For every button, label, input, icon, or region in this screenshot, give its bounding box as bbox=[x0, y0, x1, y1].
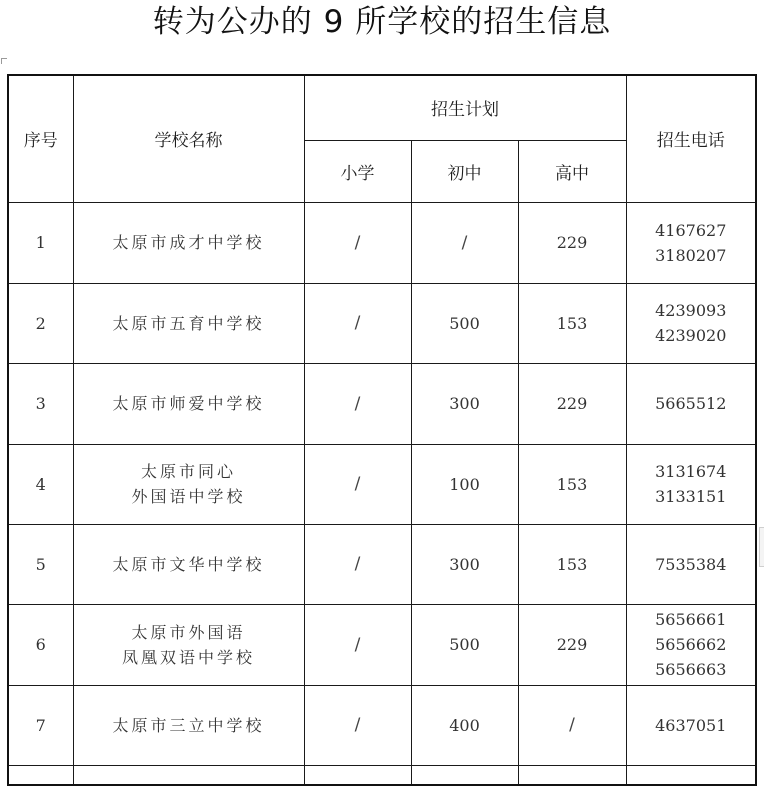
empty-cell bbox=[304, 765, 411, 785]
table-row bbox=[8, 363, 756, 444]
junior-plan: 500 bbox=[411, 283, 518, 363]
school-name bbox=[73, 524, 304, 604]
phone-number: 5656663 bbox=[655, 660, 727, 679]
school-name-line: 外国语中学校 bbox=[131, 487, 246, 506]
phone-number: 3180207 bbox=[655, 245, 727, 265]
header-primary: 小学 bbox=[304, 140, 411, 202]
school-name bbox=[73, 685, 304, 765]
school-name-line: 太原市师爱中学校 bbox=[112, 394, 265, 413]
school-name bbox=[73, 604, 304, 685]
school-name-line: 太原市三立中学校 bbox=[112, 715, 265, 735]
junior-plan: 500 bbox=[411, 604, 518, 685]
school-name bbox=[73, 363, 304, 444]
row-seq: 2 bbox=[8, 283, 73, 363]
primary-plan: / bbox=[304, 283, 411, 363]
senior-plan: 153 bbox=[518, 444, 626, 524]
row-seq: 4 bbox=[8, 444, 73, 524]
empty-cell bbox=[411, 765, 518, 785]
junior-plan: / bbox=[411, 202, 518, 283]
header-junior: 初中 bbox=[411, 140, 518, 202]
primary-plan: / bbox=[304, 685, 411, 765]
phone-number: 5665512 bbox=[655, 394, 727, 413]
phone-number: 3133151 bbox=[655, 487, 727, 506]
enrollment-phone bbox=[626, 283, 756, 363]
primary-plan: / bbox=[304, 202, 411, 283]
junior-plan: 300 bbox=[411, 363, 518, 444]
header-phone: 招生电话 bbox=[626, 75, 756, 202]
primary-plan: / bbox=[304, 363, 411, 444]
table-row bbox=[8, 685, 756, 765]
phone-number: 5656662 bbox=[655, 635, 727, 654]
table-row bbox=[8, 202, 756, 283]
senior-plan: 153 bbox=[518, 524, 626, 604]
empty-cell bbox=[73, 765, 304, 785]
table-row-partial bbox=[8, 765, 756, 785]
row-seq: 6 bbox=[8, 604, 73, 685]
enrollment-phone bbox=[626, 685, 756, 765]
header-senior: 高中 bbox=[518, 140, 626, 202]
phone-number: 4239093 bbox=[655, 301, 727, 320]
phone-number: 5656661 bbox=[655, 610, 727, 629]
table-row bbox=[8, 524, 756, 604]
empty-cell bbox=[626, 765, 756, 785]
enrollment-phone bbox=[626, 604, 756, 685]
school-name-line: 太原市外国语 bbox=[131, 622, 246, 642]
primary-plan: / bbox=[304, 524, 411, 604]
empty-cell bbox=[518, 765, 626, 785]
senior-plan: 229 bbox=[518, 604, 626, 685]
primary-plan: / bbox=[304, 604, 411, 685]
page-title: 转为公办的 9 所学校的招生信息 bbox=[152, 4, 612, 40]
header-school-name: 学校名称 bbox=[73, 75, 304, 202]
school-name-line: 太原市同心 bbox=[140, 462, 236, 481]
phone-number: 4167627 bbox=[655, 220, 727, 240]
header-row-1 bbox=[8, 75, 756, 140]
header-seq: 序号 bbox=[8, 75, 73, 202]
school-name bbox=[73, 283, 304, 363]
row-seq: 5 bbox=[8, 524, 73, 604]
text-boundary-mark bbox=[1, 58, 7, 64]
table-row bbox=[8, 283, 756, 363]
senior-plan: 153 bbox=[518, 283, 626, 363]
school-name bbox=[73, 202, 304, 283]
school-name-line: 凤凰双语中学校 bbox=[121, 647, 255, 667]
enrollment-phone bbox=[626, 444, 756, 524]
senior-plan: 229 bbox=[518, 202, 626, 283]
table-body bbox=[8, 75, 756, 785]
school-name bbox=[73, 444, 304, 524]
primary-plan: / bbox=[304, 444, 411, 524]
school-name-line: 太原市文华中学校 bbox=[112, 554, 265, 574]
junior-plan: 400 bbox=[411, 685, 518, 765]
enrollment-table bbox=[7, 74, 757, 786]
school-name-line: 太原市五育中学校 bbox=[112, 313, 265, 333]
junior-plan: 300 bbox=[411, 524, 518, 604]
enrollment-phone bbox=[626, 524, 756, 604]
senior-plan: / bbox=[518, 685, 626, 765]
row-seq: 7 bbox=[8, 685, 73, 765]
enrollment-phone bbox=[626, 202, 756, 283]
junior-plan: 100 bbox=[411, 444, 518, 524]
row-seq: 1 bbox=[8, 202, 73, 283]
phone-number: 4637051 bbox=[655, 715, 727, 735]
header-enrollment-plan: 招生计划 bbox=[304, 75, 626, 140]
row-seq: 3 bbox=[8, 363, 73, 444]
phone-number: 4239020 bbox=[655, 326, 727, 345]
scroll-handle[interactable] bbox=[759, 527, 764, 567]
table-row bbox=[8, 444, 756, 524]
table-row bbox=[8, 604, 756, 685]
senior-plan: 229 bbox=[518, 363, 626, 444]
phone-number: 3131674 bbox=[655, 462, 727, 481]
empty-cell bbox=[8, 765, 73, 785]
enrollment-phone bbox=[626, 363, 756, 444]
school-name-line: 太原市成才中学校 bbox=[112, 233, 265, 252]
phone-number: 7535384 bbox=[655, 554, 727, 574]
